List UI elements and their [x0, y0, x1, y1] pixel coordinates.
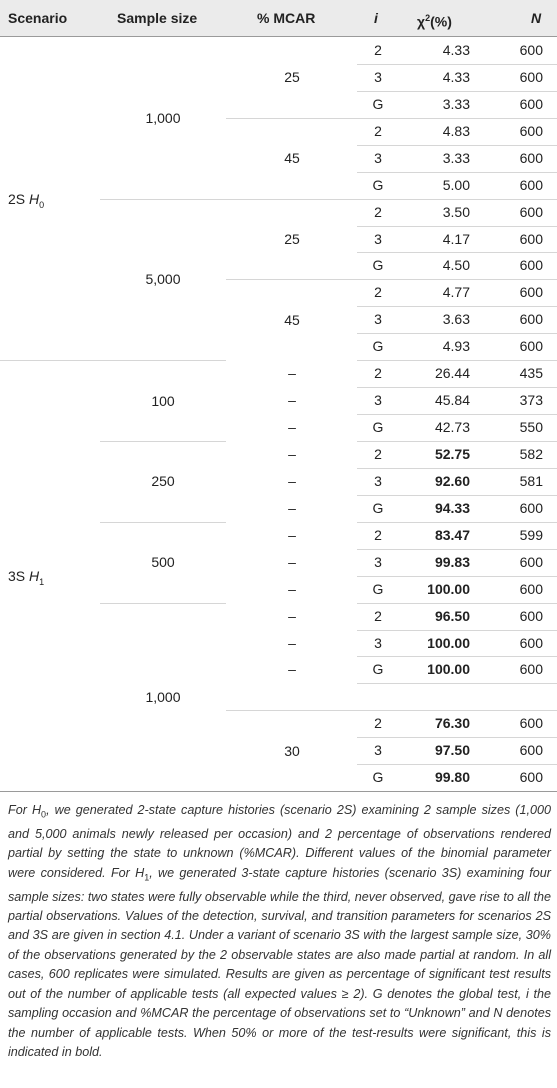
cell-n	[493, 683, 543, 709]
cell-n: 600	[519, 311, 543, 328]
table-row	[0, 360, 557, 386]
cell-mcar: –	[288, 553, 296, 570]
merged-sample-size: 250	[151, 473, 175, 490]
table-row	[0, 549, 557, 575]
cell-mcar	[280, 172, 304, 198]
cell-chi-square: 4.93	[442, 338, 470, 355]
scenario-hypothesis-sub: 1	[39, 576, 45, 587]
scenario-hypothesis-sub: 0	[39, 199, 45, 210]
merged-sample-size: 1,000	[145, 688, 181, 705]
header-chi-unit: (%)	[430, 13, 452, 30]
cell-occasion: 2	[374, 715, 382, 732]
header-mcar: % MCAR	[257, 10, 316, 26]
cell-n: 600	[519, 230, 543, 247]
cell-occasion: 2	[374, 365, 382, 382]
cell-chi-square: 42.73	[434, 419, 470, 435]
header-chi-square	[417, 9, 452, 31]
cell-mcar	[280, 279, 304, 305]
table-row	[0, 576, 557, 602]
table-row	[0, 468, 557, 494]
cell-chi-square: 3.33	[442, 149, 470, 166]
merged-mcar: 45	[284, 311, 300, 328]
cell-occasion: 3	[374, 742, 382, 759]
cell-mcar: –	[288, 580, 296, 597]
cell-occasion: 2	[374, 607, 382, 624]
group-separator	[100, 441, 226, 442]
cell-n: 600	[519, 284, 543, 301]
cell-occasion: 2	[374, 526, 382, 543]
cell-occasion: 3	[374, 392, 382, 409]
cell-chi-square: 100.00	[427, 580, 470, 597]
cell-chi-square: 76.30	[434, 715, 470, 732]
footnote-text-3: , we generated 3-state capture histories (scenario 3S) examining four sample sizes: two states were fully observable while the third, never observed, gave rise to all the partial observations. Values of the detection, survival, and transition parameters for scenarios 2S and 3S are given in section 4.1. Under a variant of scenario 3S with the largest sample size, 30% of the observations generated by the 2 observable states are also made partial at random. In all cases, 600 replicates were simulated. Results are given as percentage of significant test results out of the number of applicable tests (all expected values ≥ 2). G denotes the global test, i the sampling occasion and %MCAR the percentage of observations set to “Unknown” and N denotes the number of applicable tests. When 50% or more of the test-results were significant, this is indicated in bold.	[8, 865, 551, 1059]
table-row	[0, 199, 557, 225]
merged-sample-size: 500	[151, 554, 175, 571]
group-separator	[226, 199, 357, 200]
scenario-3s-h1	[8, 563, 44, 589]
cell-mcar: –	[288, 661, 296, 678]
cell-chi-square: 4.83	[442, 122, 470, 139]
cell-n: 373	[519, 392, 543, 409]
group-separator	[226, 279, 357, 280]
cell-n: 600	[519, 769, 543, 786]
table-row	[0, 441, 557, 467]
cell-occasion: 3	[374, 230, 382, 247]
cell-n: 600	[519, 634, 543, 651]
cell-n: 600	[519, 176, 543, 193]
cell-mcar	[280, 683, 304, 709]
table-row	[0, 630, 557, 656]
cell-chi-square: 99.83	[434, 553, 470, 570]
cell-chi-square	[408, 683, 470, 709]
footnote-h0-sub: 0	[41, 809, 47, 820]
group-separator	[100, 199, 226, 200]
cell-mcar	[280, 199, 304, 225]
cell-chi-square: 99.80	[434, 769, 470, 786]
table-body	[0, 37, 557, 791]
cell-occasion: G	[372, 769, 384, 786]
merged-sample-size: 5,000	[145, 271, 181, 288]
cell-chi-square: 96.50	[434, 607, 470, 624]
cell-chi-square: 4.33	[442, 42, 470, 58]
cell-chi-square: 5.00	[442, 176, 470, 193]
cell-n: 600	[519, 68, 543, 85]
footnote-h1: H	[135, 865, 145, 880]
cell-chi-square: 4.17	[442, 230, 470, 247]
group-separator	[100, 522, 226, 523]
cell-occasion: G	[372, 580, 384, 597]
scenario-2s-h0	[8, 186, 44, 212]
footnote-text-2: , we generated 2-state capture histories (scenario 2S) examining 2 sample sizes (1,000 and 5,000 animals newly released per occasion) and 2 percentage of observations rendered partial by setting the state to unknown (%MCAR). Different values of the binomial parameter were considered. For	[8, 803, 552, 880]
cell-mcar: –	[288, 419, 296, 435]
cell-occasion: G	[372, 419, 384, 435]
cell-n: 600	[519, 661, 543, 678]
cell-mcar	[280, 333, 304, 359]
table-row	[0, 333, 557, 359]
cell-n: 600	[519, 580, 543, 597]
cell-occasion: 3	[374, 311, 382, 328]
cell-chi-square: 45.84	[434, 392, 470, 409]
cell-occasion: G	[372, 499, 384, 516]
cell-n: 600	[519, 122, 543, 139]
cell-chi-square: 4.77	[442, 284, 470, 301]
group-separator	[100, 360, 226, 361]
table-row	[0, 522, 557, 548]
merged-mcar: 45	[284, 150, 300, 167]
table-bottom-rule	[0, 791, 557, 792]
cell-chi-square: 52.75	[434, 445, 470, 462]
table-row	[0, 656, 557, 682]
header-chi-symbol: χ	[417, 13, 426, 30]
scenario-label: 3S	[8, 567, 30, 584]
merged-mcar: 25	[284, 69, 300, 86]
cell-n: 600	[519, 742, 543, 759]
cell-chi-square: 26.44	[434, 365, 470, 382]
cell-chi-square: 100.00	[427, 634, 470, 651]
table-row	[0, 37, 557, 63]
table-row	[0, 226, 557, 252]
cell-occasion: G	[372, 176, 384, 193]
cell-mcar: –	[288, 472, 296, 489]
cell-chi-square: 4.33	[442, 68, 470, 85]
cell-occasion: 2	[374, 284, 382, 301]
cell-chi-square: 4.50	[442, 257, 470, 274]
cell-occasion: 2	[374, 203, 382, 220]
cell-n: 600	[519, 203, 543, 220]
cell-n: 600	[519, 553, 543, 570]
cell-n: 581	[519, 472, 543, 489]
cell-occasion: 3	[374, 472, 382, 489]
cell-n: 582	[519, 445, 543, 462]
cell-occasion: 2	[374, 445, 382, 462]
footnote-h0: H	[31, 803, 42, 817]
table-row	[0, 172, 557, 198]
cell-occasion: 3	[374, 149, 382, 166]
table-row	[0, 306, 557, 332]
cell-mcar: –	[288, 365, 296, 382]
cell-chi-square: 3.33	[442, 95, 470, 112]
cell-occasion: 3	[374, 553, 382, 570]
cell-chi-square: 94.33	[434, 499, 470, 516]
table-row	[0, 91, 557, 117]
table-footnote	[8, 801, 551, 1062]
table-row	[0, 683, 557, 709]
cell-n: 599	[519, 526, 543, 543]
cell-n: 600	[519, 257, 543, 274]
group-separator	[0, 360, 100, 361]
cell-n: 600	[519, 499, 543, 516]
cell-chi-square: 3.63	[442, 311, 470, 328]
cell-n: 600	[519, 42, 543, 58]
cell-n: 600	[519, 149, 543, 166]
cell-n: 600	[519, 95, 543, 112]
cell-chi-square: 97.50	[434, 742, 470, 759]
cell-occasion: 2	[374, 122, 382, 139]
merged-sample-size: 100	[151, 392, 175, 409]
cell-chi-square: 100.00	[427, 661, 470, 678]
cell-chi-square: 3.50	[442, 203, 470, 220]
cell-occasion: 3	[374, 634, 382, 651]
cell-mcar	[280, 710, 304, 736]
table-row	[0, 737, 557, 763]
scenario-label: 2S	[8, 190, 30, 207]
cell-mcar: –	[288, 607, 296, 624]
header-chi-sup: 2	[425, 13, 431, 23]
table-row	[0, 603, 557, 629]
group-separator	[100, 603, 226, 604]
header-i: i	[374, 10, 378, 26]
table-row	[0, 279, 557, 305]
cell-occasion	[372, 683, 384, 709]
merged-mcar: 30	[284, 742, 300, 759]
cell-occasion: G	[372, 95, 384, 112]
cell-mcar: –	[288, 392, 296, 409]
merged-sample-size: 1,000	[145, 109, 181, 126]
header-scenario: Scenario	[8, 10, 68, 26]
table-row	[0, 252, 557, 278]
footnote-text-1: For	[8, 803, 32, 817]
table-row	[0, 710, 557, 736]
table-row	[0, 145, 557, 171]
table-row	[0, 764, 557, 790]
group-separator	[226, 118, 357, 119]
cell-mcar: –	[288, 499, 296, 516]
cell-n: 600	[519, 607, 543, 624]
group-separator	[226, 710, 357, 711]
cell-occasion: G	[372, 257, 384, 274]
cell-occasion: 2	[374, 42, 382, 58]
table-row	[0, 64, 557, 90]
cell-mcar: –	[288, 634, 296, 651]
cell-n: 600	[519, 338, 543, 355]
table-row	[0, 495, 557, 521]
cell-mcar	[280, 37, 304, 63]
cell-occasion: G	[372, 338, 384, 355]
cell-chi-square: 92.60	[434, 472, 470, 489]
cell-n: 550	[519, 419, 543, 435]
scenario-hypothesis: H	[29, 190, 40, 207]
footnote-h1-sub: 1	[144, 872, 150, 883]
cell-mcar	[280, 252, 304, 278]
cell-mcar: –	[288, 445, 296, 462]
cell-mcar	[280, 764, 304, 790]
table-row	[0, 414, 557, 440]
cell-n: 600	[519, 715, 543, 732]
cell-occasion: 3	[374, 68, 382, 85]
cell-mcar	[280, 118, 304, 144]
header-n: N	[531, 10, 542, 26]
cell-n: 435	[519, 365, 543, 382]
header-sample-size: Sample size	[117, 10, 198, 26]
cell-occasion: G	[372, 661, 384, 678]
cell-mcar	[280, 91, 304, 117]
merged-mcar: 25	[284, 231, 300, 247]
table-header	[0, 0, 557, 37]
table-row	[0, 387, 557, 413]
cell-chi-square: 83.47	[434, 526, 470, 543]
cell-mcar: –	[288, 526, 296, 543]
table-row	[0, 118, 557, 144]
scenario-hypothesis: H	[29, 567, 40, 584]
